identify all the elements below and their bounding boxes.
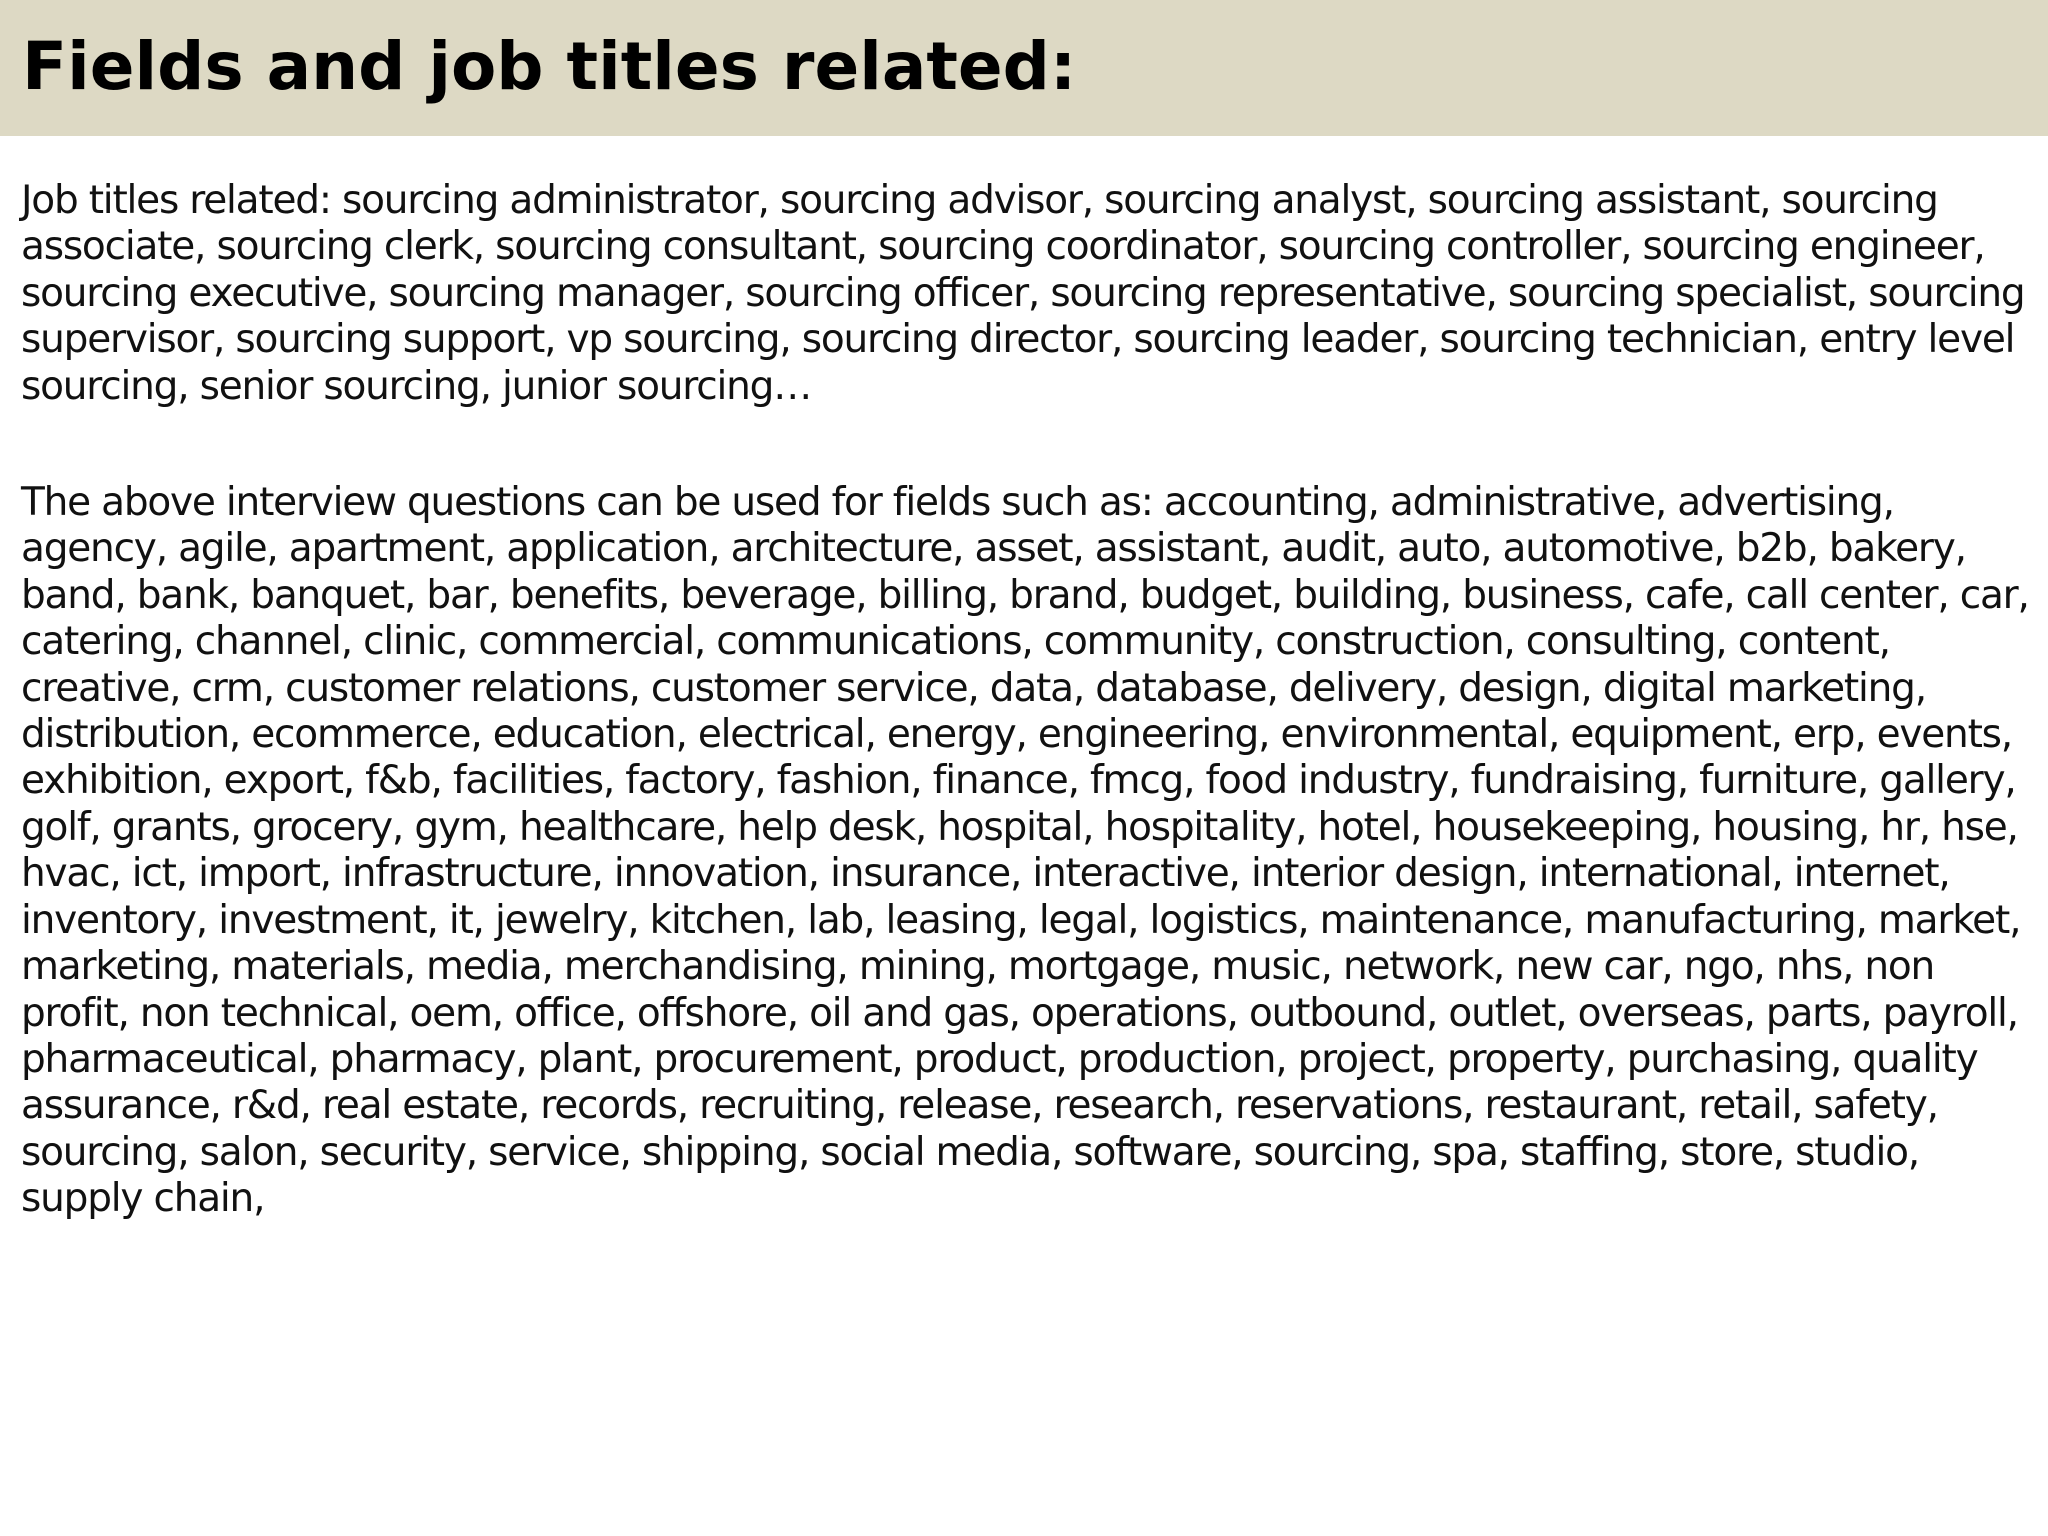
- title-bar: [0, 0, 2048, 136]
- slide-title: Fields and job titles related:: [22, 28, 1077, 105]
- fields-paragraph: The above interview questions can be used for fields such as: accounting, administrative, advertising, agency, agile, apartment, application, architecture, asset, assistant, audit, auto, automotive, b2b, bakery, band, bank, banquet, bar, benefits, beverage, billing, brand, budget, building, business, cafe, call center, car, catering, channel, clinic, commercial, communications, community, construction, consulting, content, creative, crm, customer relations, customer service, data, database, delivery, design, digital marketing, distribution, ecommerce, education, electrical, energy, engineering, environmental, equipment, erp, events, exhibition, export, f&b, facilities, factory, fashion, finance, fmcg, food industry, fundraising, furniture, gallery, golf, grants, grocery, gym, healthcare, help desk, hospital, hospitality, hotel, housekeeping, housing, hr, hse, hvac, ict, import, infrastructure, innovation, insurance, interactive, interior design, international, internet, inventory, investment, it, jewelry, kitchen, lab, leasing, legal, logistics, maintenance, manufacturing, market, marketing, materials, media, merchandising, mining, mortgage, music, network, new car, ngo, nhs, non profit, non technical, oem, office, offshore, oil and gas, operations, outbound, outlet, overseas, parts, payroll, pharmaceutical, pharmacy, plant, procurement, product, production, project, property, purchasing, quality assurance, r&d, real estate, records, recruiting, release, research, reservations, restaurant, retail, safety, sourcing, salon, security, service, shipping, social media, software, sourcing, spa, staffing, store, studio, supply chain,: [21, 480, 2029, 1222]
- job-titles-paragraph: Job titles related: sourcing administrator, sourcing advisor, sourcing analyst, sourcing assistant, sourcing associate, sourcing clerk, sourcing consultant, sourcing coordinator, sourcing controller, sourcing engineer, sourcing executive, sourcing manager, sourcing officer, sourcing representative, sourcing specialist, sourcing supervisor, sourcing support, vp sourcing, sourcing director, sourcing leader, sourcing technician, entry level sourcing, senior sourcing, junior sourcing…: [21, 178, 2025, 409]
- slide-body: [21, 178, 2031, 1223]
